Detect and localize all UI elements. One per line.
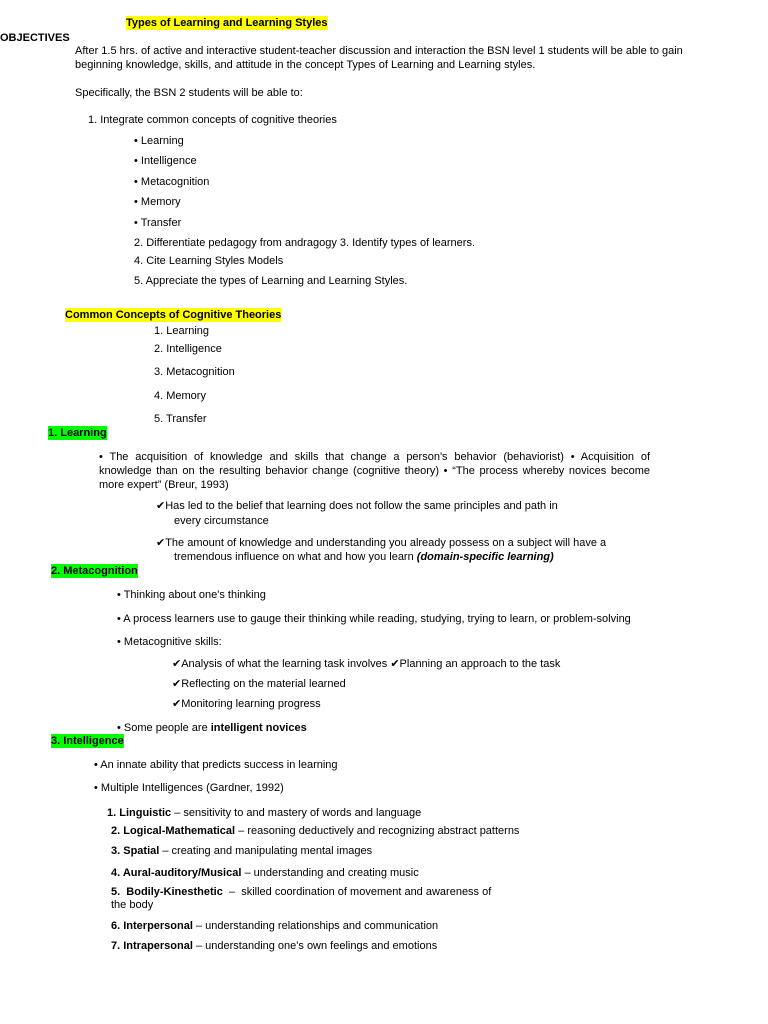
learning-paragraph <box>99 450 650 492</box>
metacognitive-skill: ✔Analysis of what the learning task involves ✔Planning an approach to the task <box>172 658 561 670</box>
objective-item-2-3: 2. Differentiate pedagogy from andragogy 3. Identify types of learners. <box>134 237 475 249</box>
objective-sub-item: • Intelligence <box>134 155 197 167</box>
intelligence-item <box>111 866 419 880</box>
concept-item: 5. Transfer <box>154 413 207 425</box>
intelligence-item <box>111 885 491 899</box>
metacognitive-skill: ✔Monitoring learning progress <box>172 698 321 710</box>
concept-item: 3. Metacognition <box>154 366 235 378</box>
learning-paragraph-line: knowledge than on the resulting behavior change (cognitive theory) • “The process whereby novices become <box>99 465 650 477</box>
page-title: Types of Learning and Learning Styles <box>126 17 328 29</box>
objectives-intro-line1: After 1.5 hrs. of active and interactive student-teacher discussion and interaction the BSN level 1 students will be able to gain <box>75 45 683 57</box>
objective-item-1: 1. Integrate common concepts of cognitive theories <box>88 114 337 126</box>
metacognition-bullet-text: • Some people are <box>117 722 211 734</box>
intelligence-item <box>107 806 421 820</box>
metacognition-bullet: • Metacognitive skills: <box>117 636 222 648</box>
learning-paragraph-line: • The acquisition of knowledge and skills that change a person's behavior (behaviorist) • Acquisition of <box>99 451 650 463</box>
metacognition-bullet: • Thinking about one's thinking <box>117 589 266 601</box>
intelligence-item <box>111 824 519 838</box>
common-concepts-heading: Common Concepts of Cognitive Theories <box>65 309 282 321</box>
intelligence-item <box>111 939 437 953</box>
metacognition-bullet <box>117 721 307 735</box>
learning-check-1-cont: every circumstance <box>174 515 269 527</box>
learning-check-2-text: tremendous influence on what and how you learn <box>174 551 417 563</box>
learning-check-2-cont <box>174 550 554 564</box>
intelligence-item <box>111 844 372 858</box>
metacognition-bullet: • A process learners use to gauge their thinking while reading, studying, trying to learn, or problem-solving <box>117 613 631 625</box>
objective-item-5: 5. Appreciate the types of Learning and Learning Styles. <box>134 275 408 287</box>
intelligence-term: 5. Bodily-Kinesthetic <box>111 886 223 898</box>
intelligent-novices: intelligent novices <box>210 722 307 734</box>
metacognitive-skill: ✔Reflecting on the material learned <box>172 678 346 690</box>
intelligence-term: 4. Aural-auditory/Musical <box>111 867 242 879</box>
intelligence-heading: 3. Intelligence <box>51 735 124 747</box>
intelligence-term: 1. Linguistic <box>107 807 172 819</box>
intelligence-bullet: • Multiple Intelligences (Gardner, 1992) <box>94 782 284 794</box>
intelligence-desc: – creating and manipulating mental images <box>159 845 373 857</box>
concept-item: 1. Learning <box>154 325 210 337</box>
intelligence-item <box>111 919 438 933</box>
learning-check-2 <box>156 536 632 550</box>
learning-check-2-line: ✔The amount of knowledge and understanding you already possess on a subject will have a <box>156 537 607 549</box>
learning-paragraph-line: more expert” (Breur, 1993) <box>99 479 229 491</box>
intelligence-term: 6. Interpersonal <box>111 920 193 932</box>
intelligence-desc: – skilled coordination of movement and awareness of <box>222 886 492 898</box>
concept-item: 2. Intelligence <box>154 343 222 355</box>
objective-sub-item: • Transfer <box>134 217 182 229</box>
intelligence-desc: – reasoning deductively and recognizing abstract patterns <box>235 825 520 837</box>
intelligence-term: 7. Intrapersonal <box>111 940 193 952</box>
concept-item: 4. Memory <box>154 390 206 402</box>
intelligence-term: 2. Logical-Mathematical <box>111 825 236 837</box>
intelligence-bullet: • An innate ability that predicts success in learning <box>94 759 338 771</box>
objectives-specifically: Specifically, the BSN 2 students will be able to: <box>75 87 303 99</box>
objective-item-4: 4. Cite Learning Styles Models <box>134 255 284 267</box>
objectives-label: OBJECTIVES <box>0 32 70 44</box>
intelligence-desc: – understanding one's own feelings and emotions <box>192 940 438 952</box>
domain-specific-learning: (domain-specific learning) <box>416 551 554 563</box>
objective-sub-item: • Learning <box>134 135 184 147</box>
objectives-intro-line2: beginning knowledge, skills, and attitude in the concept Types of Learning and Learning styles. <box>75 59 536 71</box>
learning-check-1: ✔Has led to the belief that learning does not follow the same principles and path in <box>156 500 558 512</box>
objective-sub-item: • Metacognition <box>134 176 210 188</box>
metacognition-heading: 2. Metacognition <box>51 565 138 577</box>
intelligence-desc: – understanding relationships and communication <box>192 920 439 932</box>
intelligence-desc: – understanding and creating music <box>241 867 419 879</box>
learning-heading: 1. Learning <box>48 427 107 439</box>
intelligence-desc: – sensitivity to and mastery of words and language <box>171 807 422 819</box>
intelligence-term: 3. Spatial <box>111 845 160 857</box>
objective-sub-item: • Memory <box>134 196 181 208</box>
intelligence-item-cont: the body <box>111 899 154 911</box>
